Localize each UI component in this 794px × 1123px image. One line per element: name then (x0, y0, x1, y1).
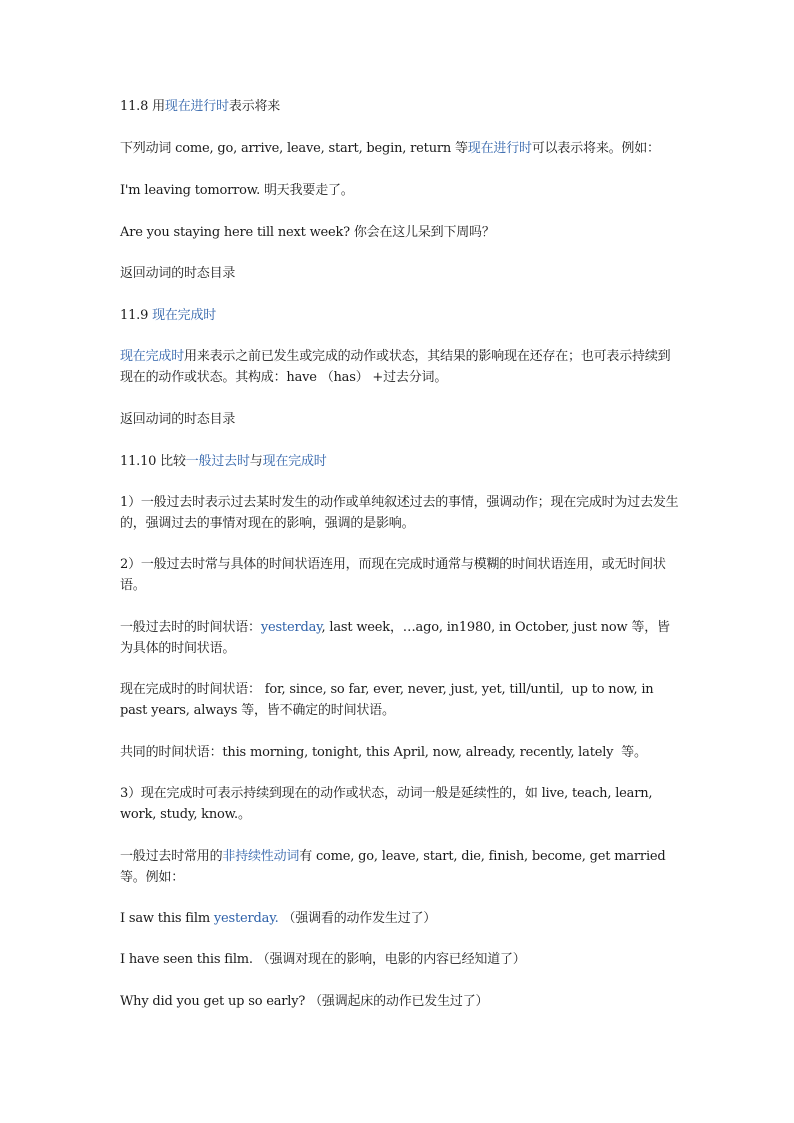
text-link[interactable]: 现在完成时 (120, 349, 185, 364)
paragraph-5[interactable] (120, 263, 680, 284)
paragraph-4 (120, 222, 680, 243)
paragraph-6 (120, 305, 680, 326)
paragraph-16 (120, 846, 680, 888)
text-run: I saw this film (120, 911, 214, 926)
text-run: 11.9 (120, 308, 153, 323)
paragraph-14 (120, 742, 680, 763)
paragraph-2 (120, 138, 680, 159)
text-run: Why did you get up so early? （强调起床的动作已发生过了） (120, 994, 489, 1009)
paragraph-9 (120, 451, 680, 472)
text-run: I'm leaving tomorrow. 明天我要走了。 (120, 183, 354, 198)
text-link[interactable]: yesterday. (213, 911, 279, 926)
text-run: , last week，…ago, in1980, in October, just now 等，皆为具体的时间状语。 (120, 620, 670, 656)
paragraph-7 (120, 346, 680, 388)
text-link[interactable]: 现在完成时 (262, 454, 327, 469)
paragraph-18 (120, 949, 680, 970)
text-run: 3）现在完成时可表示持续到现在的动作或状态，动词一般是延续性的，如 live, teach, learn, work, study, know.。 (120, 786, 657, 822)
text-run: 现在完成时的时间状语： for, since, so far, ever, never, just, yet, till/until, up to now, in past years, always 等，皆不确定的时间状语。 (120, 682, 658, 718)
text-link[interactable]: yesterday (260, 620, 322, 635)
text-run: 下列动词 come, go, arrive, leave, start, begin, return 等 (120, 141, 468, 156)
paragraph-12 (120, 617, 680, 659)
text-run: I have seen this film. （强调对现在的影响，电影的内容已经知道了） (120, 952, 526, 967)
text-run: 可以表示将来。例如： (531, 141, 660, 156)
paragraph-13 (120, 679, 680, 721)
paragraph-3 (120, 180, 680, 201)
paragraph-8[interactable] (120, 409, 680, 430)
text-link[interactable]: 现在完成时 (152, 308, 217, 323)
text-link[interactable]: 现在进行时 (467, 141, 532, 156)
paragraph-19 (120, 991, 680, 1012)
text-run: 表示将来 (228, 99, 281, 114)
paragraph-1 (120, 96, 680, 117)
paragraph-15 (120, 783, 680, 825)
text-run: 11.8 用 (120, 99, 165, 114)
text-run: 有 come, go, leave, start, die, finish, become, get married 等。例如： (120, 849, 670, 885)
text-run: 一般过去时常用的 (120, 849, 223, 864)
text-run: 与 (249, 454, 263, 469)
paragraph-17 (120, 908, 680, 929)
text-run: Are you staying here till next week? 你会在这儿呆到下周吗？ (120, 225, 495, 240)
text-run: 用来表示之前已发生或完成的动作或状态，其结果的影响现在还存在；也可表示持续到现在的动作或状态。其构成：have （has） +过去分词。 (120, 349, 671, 385)
paragraph-11 (120, 554, 680, 596)
text-run: 1）一般过去时表示过去某时发生的动作或单纯叙述过去的事情，强调动作；现在完成时为过去发生的，强调过去的事情对现在的影响，强调的是影响。 (120, 495, 679, 531)
text-run: 一般过去时的时间状语： (120, 620, 261, 635)
text-run: 返回动词的时态目录 (120, 266, 236, 281)
text-run: 2）一般过去时常与具体的时间状语连用，而现在完成时通常与模糊的时间状语连用，或无时间状语。 (120, 557, 666, 593)
text-link[interactable]: 一般过去时 (185, 454, 250, 469)
text-link[interactable]: 非持续性动词 (222, 849, 300, 864)
paragraph-10 (120, 492, 680, 534)
text-run: 11.10 比较 (120, 454, 186, 469)
text-link[interactable]: 现在进行时 (164, 99, 229, 114)
text-run: （强调看的动作发生过了） (278, 911, 437, 926)
text-run: 返回动词的时态目录 (120, 412, 236, 427)
text-run: 共同的时间状语：this morning, tonight, this April, now, already, recently, lately 等。 (120, 745, 647, 760)
